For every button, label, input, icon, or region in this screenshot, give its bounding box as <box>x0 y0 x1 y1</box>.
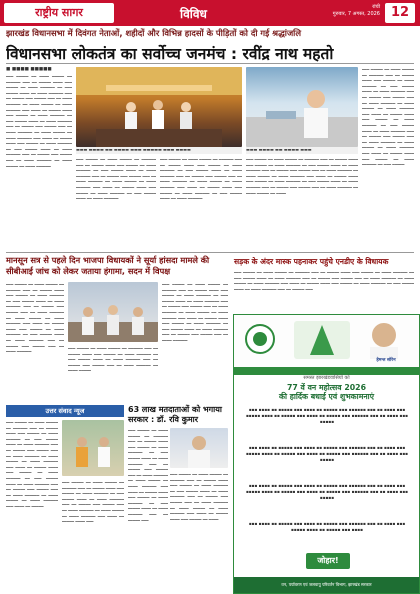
section-tag: उत्तर संवाद न्यूज <box>6 405 124 417</box>
ad-body-text: ▪▪▪ ▪▪▪▪ ▪▪ ▪▪▪▪▪ ▪▪▪ ▪▪▪▪ ▪▪ ▪▪▪▪▪ ▪▪▪ ▪▪▪▪▪▪ ▪▪▪ ▪▪ ▪▪▪▪ ▪▪▪ ▪▪▪▪▪ ▪▪▪▪ ▪▪ ▪▪▪▪▪ ▪▪▪ ▪▪▪▪ ▪▪ ▪▪▪▪▪ ▪▪▪ ▪▪▪▪▪▪ ▪▪▪ ▪▪ ▪▪▪▪ ▪▪▪ ▪▪▪▪▪ <box>245 445 409 462</box>
ad-body-text: ▪▪▪ ▪▪▪▪ ▪▪ ▪▪▪▪▪ ▪▪▪ ▪▪▪▪ ▪▪ ▪▪▪▪▪ ▪▪▪ ▪▪▪▪▪▪ ▪▪▪ ▪▪ ▪▪▪▪ ▪▪▪ ▪▪▪▪▪ ▪▪▪▪ ▪▪ ▪▪▪▪▪ ▪▪▪ ▪▪▪▪ ▪▪ ▪▪▪▪▪ ▪▪▪ ▪▪▪▪▪▪ ▪▪▪ ▪▪ ▪▪▪▪ ▪▪▪ ▪▪▪▪▪ <box>245 483 409 500</box>
speaker-photo <box>246 67 358 147</box>
story-text: ━━━ ━━━━━ ━━ ━━━━ ━━━━━ ━━ ━━━━━━ ━━━ ━━ ━━━━━ ━━━━ ━━━ ━━━━━ ━━ ━━━━ ━━━━━━ ━━ ━━━ ━━━━━ ━━━━ ━━ ━━━━ ━━━━━━ ━━━ ━━ ━━━━━ ━━━ ━━━━━ ━━━ ━━ ━━━━ ━━━━━━ ━━ ━━━━ ━━━━━ ━━ ━━━━ ━━━━━━ ━━━ ━━━━ ━━ ━━━━━ ━━━━ ━━━ ━━━━━ ━━ ━━━━ <box>170 472 228 522</box>
brand-name: राष्ट्रीय सागर <box>35 6 83 19</box>
ad-footer: वन, पर्यावरण एवं जलवायु परिवर्तन विभाग, झारखंड सरकार <box>234 577 419 593</box>
section-label: विविध <box>180 7 207 21</box>
event-photo <box>62 420 124 476</box>
assembly-photo <box>76 67 242 147</box>
divider <box>6 63 414 64</box>
portrait-photo-art <box>170 428 228 468</box>
ad-greeting-line: समस्त झारखंडवासियों को <box>303 375 350 381</box>
byline: ■ ■■■■ ■■■■■ <box>6 67 52 72</box>
story-text: ━━━ ━━━━━ ━━ ━━━━ ━━━━━ ━━ ━━━━━━ ━━━ ━━ ━━━━━ ━━━━ ━━━ ━━━━━ ━━ ━━━━ ━━━━━━ ━━ ━━━ ━━━━━ ━━━━ ━━ ━━━━ ━━━━━━ ━━━ ━━ ━━━━━ ━━━ ━━━━━ ━━━ ━━ ━━━━ ━━━━━━ ━━ ━━━━ ━━━━━ ━━ ━━━━ ━━━━━━ ━━━ ━━━━ ━━ ━━━━━ ━━━━ ━━━ ━━━━━ ━━ ━━━━ ━━━━━━ ━━ ━━━ ━━━━━ ━━━━ ━━ ━━━━ ━━━━━━ <box>76 157 156 202</box>
johar-label: जोहार! <box>306 553 350 569</box>
main-headline: विधानसभा लोकतंत्र का सर्वोच्च जनमंच : रवींद्र नाथ महतो <box>6 45 334 63</box>
story-headline: मानसून सत्र से पहले दिन भाजपा विधायकों ने सूर्या हांसदा मामले की सीबीआई जांच को लेकर जताया हंगामा, सदन में विपक्ष <box>6 255 210 276</box>
portrait-photo <box>170 428 228 468</box>
masthead <box>0 0 420 26</box>
edition-date: रांची गुरुवार, 7 अगस्त, 2026 <box>332 4 380 17</box>
story-text: ━━━ ━━━━━ ━━ ━━━━ ━━━━━ ━━ ━━━━━━ ━━━ ━━ ━━━━━ ━━━━ ━━━ ━━━━━ ━━ ━━━━ ━━━━━━ ━━ ━━━ ━━━━━ ━━━━ ━━ ━━━━ ━━━━━━ ━━━ ━━ ━━━━━ ━━━ ━━━━━ ━━━ ━━ ━━━━ ━━━━━━ ━━ ━━━━ ━━━━━ ━━ ━━━━ ━━━━━━ ━━━ ━━━━ ━━ ━━━━━ ━━━━ ━━━ ━━━━━ ━━ ━━━━ ━━━━━━ ━━ ━━━ ━━━━━ ━━━━ ━━ ━━━━ ━━━━━━ ━━━ ━━ ━━━━━ ━━━ <box>128 428 168 523</box>
story-headline: 63 लाख मतदाताओं को भगाया सरकार : डॉ. रवि कुमार <box>128 405 222 424</box>
ad-banner <box>234 367 419 375</box>
protest-photo-art <box>68 282 158 342</box>
story-text: ━━━ ━━━━━ ━━ ━━━━ ━━━━━ ━━ ━━━━━━ ━━━ ━━ ━━━━━ ━━━━ ━━━ ━━━━━ ━━ ━━━━ ━━━━━━ ━━ ━━━ ━━━━━ ━━━━ ━━ ━━━━ ━━━━━━ ━━━ ━━ ━━━━━ ━━━ ━━━━━ ━━━ ━━ ━━━━ ━━━━━━ ━━ ━━━━ ━━━━━ ━━ ━━━━ ━━━━━━ ━━━ ━━━━ ━━ ━━━━━ ━━━━ ━━━ ━━━━━ ━━ ━━━━ ━━━━━━ ━━ ━━━ ━━━━━ ━━━━ ━━ ━━━━ ━━━━━━ ━━━ ━━ ━━━━━ ━━━ ━━━━━ ━━━ ━━ ━━━━ ━━━━━━ <box>6 282 64 355</box>
story-text: ━━━ ━━━━━ ━━ ━━━━ ━━━━━ ━━ ━━━━━━ ━━━ ━━ ━━━━━ ━━━━ ━━━ ━━━━━ ━━ ━━━━ ━━━━━━ ━━ ━━━ ━━━━━ ━━━━ ━━ ━━━━ ━━━━━━ ━━━ ━━ ━━━━━ ━━━ ━━━━━ ━━━ ━━ ━━━━ ━━━━━━ ━━ ━━━━ ━━━━━ ━━ ━━━━ ━━━━━━ ━━━ ━━━━ ━━ ━━━━━ ━━━━ ━━━ ━━━━━ ━━ ━━━━ ━━━━━━ ━━ ━━━ ━━━━━ ━━━━ ━━ ━━━━ ━━━━━━ ━━━ ━━ ━━━━━ ━━━ ━━━━━ ━━━ ━━ ━━━━ ━━━━━━ ━━ ━━━━ ━━━━━ ━━ ━━━━ <box>246 157 358 196</box>
story-text: ━━━ ━━━━━ ━━ ━━━━ ━━━━━ ━━ ━━━━━━ ━━━ ━━ ━━━━━ ━━━━ ━━━ ━━━━━ ━━ ━━━━ ━━━━━━ ━━ ━━━ ━━━━━ ━━━━ ━━ ━━━━ ━━━━━━ ━━━ ━━ ━━━━━ ━━━ ━━━━━ ━━━ ━━ ━━━━ ━━━━━━ ━━ ━━━━ ━━━━━ ━━ ━━━━ ━━━━━━ ━━━ ━━━━ ━━ ━━━━━ ━━━━ ━━━ ━━━━━ ━━ ━━━━ ━━━━━━ ━━ ━━━ ━━━━━ ━━━━ ━━ ━━━━ ━━━━━━ ━━━ ━━ ━━━━━ ━━━ ━━━━━ ━━━ ━━ ━━━━ ━━━━━━ <box>162 282 228 343</box>
photo-caption: ▬▬▬ ▬▬▬▬ ▬▬ ▬▬▬▬ ▬▬▬ <box>246 147 358 154</box>
story-text: ━━━ ━━━━━ ━━ ━━━━ ━━━━━ ━━ ━━━━━━ ━━━ ━━ ━━━━━ ━━━━ ━━━ ━━━━━ ━━ ━━━━ ━━━━━━ ━━ ━━━ ━━━━━ ━━━━ ━━ ━━━━ ━━━━━━ ━━━ ━━ ━━━━━ ━━━ ━━━━━ ━━━ ━━ ━━━━ ━━━━━━ ━━ ━━━━ ━━━━━ ━━ ━━━━ ━━━━━━ ━━━ ━━━━ ━━ ━━━━━ ━━━━ ━━━ ━━━━━ ━━ ━━━━ ━━━━━━ ━━ ━━━ ━━━━━ ━━━━ ━━ ━━━━ ━━━━━━ ━━━ ━━ ━━━━━ ━━━ ━━━━━ ━━━ ━━ ━━━━ ━━━━━━ ━━ ━━━━ ━━━━━ ━━ ━━━━ ━━━━━━ ━━━ ━━━━ ━━ ━━━━━ <box>6 420 58 509</box>
kicker-headline: झारखंड विधानसभा में दिवंगत नेताओं, शहीदों और विभिन्न हादसों के पीड़ितों को दी गई श्रद्धांजलि <box>6 28 302 38</box>
speaker-photo-art <box>246 67 358 147</box>
photo-caption: ▬▬▬ ▬▬▬▬ ▬▬ ▬▬▬▬ ▬▬▬ ▬▬▬▬▬ ▬▬▬ ▬▬▬▬ <box>76 147 242 154</box>
government-advertisement <box>233 314 420 594</box>
story-text: ━━━ ━━━━━ ━━ ━━━━ ━━━━━ ━━ ━━━━━━ ━━━ ━━ ━━━━━ ━━━━ ━━━ ━━━━━ ━━ ━━━━ ━━━━━━ ━━ ━━━ ━━━━━ ━━━━ ━━ ━━━━ ━━━━━━ ━━━ ━━ ━━━━━ ━━━ ━━━━━ ━━━ ━━ ━━━━ ━━━━━━ ━━ ━━━━ ━━━━━ ━━ ━━━━ ━━━━━━ ━━━ ━━━━ ━━ ━━━━━ ━━━━ ━━━ ━━━━━ ━━ ━━━━ ━━━━━━ ━━ ━━━ ━━━━━ ━━━━ ━━ ━━━━ ━━━━━━ ━━━ ━━ ━━━━━ ━━━ ━━━━━ ━━━ ━━ ━━━━ ━━━━━━ ━━ ━━━━ ━━━━━ ━━ ━━━━ ━━━━━━ ━━━ ━━━━ ━━ ━━━━━ ━━━━ ━━━ ━━━━━ ━━ ━━━━ ━━━━━━ ━━ ━━━ ━━━━━ <box>362 67 414 168</box>
chief-minister-name: हेमन्त सोरेन <box>376 358 396 363</box>
story-text: ━━━ ━━━━━ ━━ ━━━━ ━━━━━ ━━ ━━━━━━ ━━━ ━━ ━━━━━ ━━━━ ━━━ ━━━━━ ━━ ━━━━ ━━━━━━ ━━ ━━━ ━━━━━ ━━━━ ━━ ━━━━ ━━━━━━ ━━━ ━━ ━━━━━ ━━━ ━━━━━ ━━━ ━━ ━━━━ ━━━━━━ ━━ ━━━━ ━━━━━ ━━ ━━━━ ━━━━━━ ━━━ ━━━━ ━━ ━━━━━ ━━━━ ━━━ <box>62 480 124 525</box>
assembly-photo-art <box>76 67 242 147</box>
story-text: ━━━ ━━━━━ ━━ ━━━━ ━━━━━ ━━ ━━━━━━ ━━━ ━━ ━━━━━ ━━━━ ━━━ ━━━━━ ━━ ━━━━ ━━━━━━ ━━ ━━━ ━━━━━ ━━━━ ━━ ━━━━ ━━━━━━ ━━━ ━━ ━━━━━ ━━━ ━━━━━ ━━━ ━━ ━━━━ ━━━━━━ ━━ ━━━━ ━━━━━ ━━ ━━━━ ━━━━━━ ━━━ ━━━━ ━━ ━━━━━ ━━━━ ━━━ ━━━━━ ━━ ━━━━ ━━━━━━ ━━ ━━━ ━━━━━ ━━━━ ━━ ━━━━ ━━━━━━ ━━━ ━━ ━━━━━ ━━━ ━━━━━ ━━━ ━━ ━━━━ ━━━━━━ ━━ ━━━━ ━━━━━ ━━ ━━━━ ━━━━━━ ━━━ ━━━━ ━━ ━━━━━ ━━━━ ━━━ ━━━━━ ━━ ━━━━ ━━━━━━ ━━ ━━━ ━━━━━ ━━━━ ━━ ━━━━ ━━━━━━ ━━━ ━━ ━━━━━ ━━━ ━━━━━ ━━━ ━━ ━━━━ ━━━━━━ ━━ ━━━━ ━━━━━ ━━ ━━━━ ━━━━━━ <box>6 74 72 169</box>
ad-greeting-title: 77 वें वन महोत्सव 2026 की हार्दिक बधाई एवं शुभकामनाएं <box>278 383 375 401</box>
story-text: ━━━ ━━━━━ ━━ ━━━━ ━━━━━ ━━ ━━━━━━ ━━━ ━━ ━━━━━ ━━━━ ━━━ ━━━━━ ━━ ━━━━ ━━━━━━ ━━ ━━━ ━━━━━ ━━━━ ━━ ━━━━ ━━━━━━ ━━━ ━━ ━━━━━ ━━━ ━━━━━ ━━━ ━━ ━━━━ ━━━━━━ ━━ ━━━━ ━━━━━ ━━ ━━━━ ━━━━━━ ━━━ ━━━━ ━━ ━━━━━ ━━━━ ━━━ ━━━━━ ━━ ━━━━ ━━━━━━ ━━ ━━━ ━━━━━ ━━━━ ━━ ━━━━ ━━━━━━ <box>160 157 242 202</box>
ad-body-text: ▪▪▪ ▪▪▪▪ ▪▪ ▪▪▪▪▪ ▪▪▪ ▪▪▪▪ ▪▪ ▪▪▪▪▪ ▪▪▪ ▪▪▪▪▪▪ ▪▪▪ ▪▪ ▪▪▪▪ ▪▪▪ ▪▪▪▪▪ ▪▪▪▪ ▪▪ ▪▪▪▪▪ ▪▪▪ ▪▪▪▪ ▪▪ ▪▪▪▪▪ ▪▪▪ ▪▪▪▪▪▪ ▪▪▪ ▪▪ ▪▪▪▪ ▪▪▪ ▪▪▪▪▪ <box>245 407 409 424</box>
brand-box <box>4 3 114 23</box>
page-number: 12 <box>385 3 415 23</box>
story-headline: सड़क के अंदर मास्क पहनाकर पहुंचे एनडीए के विधायक <box>234 257 389 266</box>
ad-body-text: ▪▪▪ ▪▪▪▪ ▪▪ ▪▪▪▪▪ ▪▪▪ ▪▪▪▪ ▪▪ ▪▪▪▪▪ ▪▪▪ ▪▪▪▪▪▪ ▪▪▪ ▪▪ ▪▪▪▪ ▪▪▪ ▪▪▪▪▪ ▪▪▪▪ ▪▪ ▪▪▪▪▪ ▪▪▪ ▪▪▪▪ <box>248 521 406 532</box>
story-text: ━━━ ━━━━━ ━━ ━━━━ ━━━━━ ━━ ━━━━━━ ━━━ ━━ ━━━━━ ━━━━ ━━━ ━━━━━ ━━ ━━━━ ━━━━━━ ━━ ━━━ ━━━━━ ━━━━ ━━ ━━━━ ━━━━━━ ━━━ ━━ ━━━━━ ━━━ ━━━━━ ━━━ ━━ ━━━━ ━━━━━━ ━━ ━━━━ ━━━━━ ━━ ━━━━ ━━━━━━ ━━━ ━━━━ ━━ ━━━━━ ━━━━ ━━━ ━━━━━ ━━ ━━━━ ━━━━━━ ━━ ━━━ ━━━━━ ━━━━ ━━ ━━━━ ━━━━━━ ━━━ ━━ ━━━━━ ━━━ <box>234 270 414 292</box>
protest-photo <box>68 282 158 342</box>
event-photo-art <box>62 420 124 476</box>
story-text: ━━━ ━━━━━ ━━ ━━━━ ━━━━━ ━━ ━━━━━━ ━━━ ━━ ━━━━━ ━━━━ ━━━ ━━━━━ ━━ ━━━━ ━━━━━━ ━━ ━━━ ━━━━━ ━━━━ ━━ ━━━━ ━━━━━━ ━━━ ━━ ━━━━━ ━━━ ━━━━━ ━━━ ━━ ━━━━ ━━━━━━ ━━ ━━━━ ━━━━━ <box>68 346 158 374</box>
divider <box>6 252 414 253</box>
